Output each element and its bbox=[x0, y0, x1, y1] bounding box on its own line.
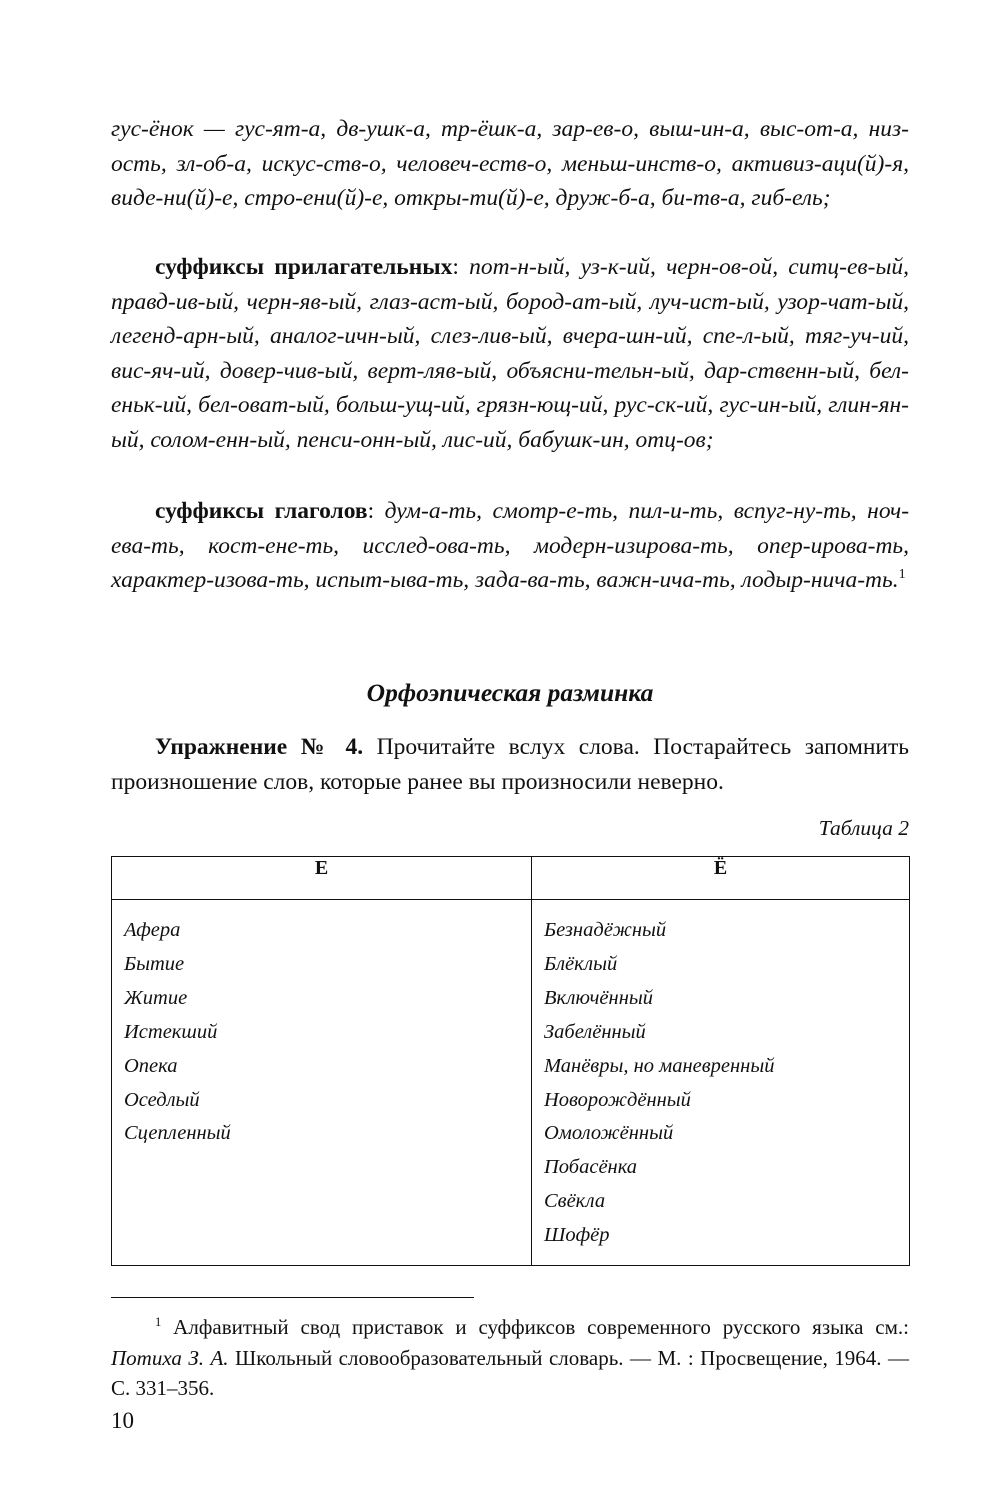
exercise-label: Упражнение № 4. bbox=[155, 734, 364, 760]
word-yo-item: Свёкла bbox=[544, 1190, 606, 1213]
header-e: Е bbox=[112, 857, 532, 900]
page-number: 10 bbox=[111, 1408, 134, 1433]
word-yo-item: Блёклый bbox=[544, 952, 618, 975]
word-e-item: Опека bbox=[124, 1054, 178, 1077]
pronunciation-table bbox=[111, 856, 910, 1266]
adjectives-label: суффиксы прилагательных bbox=[155, 254, 453, 280]
verbs-label: суффиксы глаголов bbox=[155, 498, 368, 524]
footnote-ref[interactable]: 1 bbox=[898, 566, 906, 583]
exercise-paragraph bbox=[111, 730, 909, 800]
footnote-divider bbox=[111, 1297, 474, 1298]
section-heading: Орфоэпическая разминка bbox=[366, 678, 654, 707]
nouns-suffix-examples bbox=[111, 112, 909, 216]
nouns-tail-text: гус-ёнок — гус-ят-а, дв-ушк-а, тр-ёшк-а, зар-ев-о, выш-ин-а, выс-от-а, низ-ость, зл-об-а, искус-ств-о, человеч-еств-о, меньш-инств-о, активиз-аци(й)-я, виде-ни(й)-е, стро-ени(й)-е, откры-ти(й)-е, друж-б-а, би-тв-а, гиб-ель; bbox=[111, 116, 909, 212]
word-yo-item: Омоложённый bbox=[544, 1122, 674, 1145]
table-caption: Таблица 2 bbox=[818, 816, 909, 840]
word-yo-item: Включённый bbox=[544, 986, 653, 1009]
table-body-row bbox=[112, 900, 910, 1266]
exercise-text: Прочитайте вслух слова. Постарайтесь запомнить произношение слов, которые ранее вы произносили неверно. bbox=[111, 734, 909, 795]
word-e-item: Бытие bbox=[124, 952, 185, 975]
word-e-item: Истекший bbox=[124, 1020, 218, 1043]
word-e-item: Афера bbox=[124, 919, 181, 941]
word-yo-item: Побасёнка bbox=[544, 1156, 638, 1179]
word-yo-item: Безнадёжный bbox=[544, 919, 667, 941]
footnote-author: Потиха З. А. bbox=[111, 1345, 229, 1370]
column-yo-words bbox=[532, 900, 910, 1266]
header-yo: Ё bbox=[532, 857, 910, 900]
adjective-suffixes-paragraph: суффиксы прилагательных: пот-н-ый, уз-к-ий, черн-ов-ой, ситц-ев-ый, правд-ив-ый, черн-яв-ый, глаз-аст-ый, бород-ат-ый, луч-ист-ый, узор-чат-ый, легенд-арн-ый, аналог-ичн-ый, слез-лив-ый, вчера-шн-ий, спе-л-ый, тяг-уч-ий, вис-яч-ий, довер-чив-ый, верт-ляв-ый, объясни-тельн-ый, дар-ственн-ый, бел-еньк-ий, бел-оват-ый, больш-ущ-ий, грязн-ющ-ий, рус-ск-ий, гус-ин-ый, глин-ян-ый, солом-енн-ый, пенси-онн-ый, лис-ий, бабушк-ин, отц-ов; bbox=[111, 254, 909, 453]
footnote-text-before: Алфавитный свод приставок и суффиксов современного русского языка см.: bbox=[173, 1315, 909, 1339]
word-e-item: Оседлый bbox=[124, 1088, 200, 1111]
word-yo-item: Забелённый bbox=[544, 1020, 646, 1043]
word-yo-item: Манёвры, но маневренный bbox=[544, 1054, 775, 1077]
footnote bbox=[111, 1312, 909, 1404]
verbs-examples: дум-а-ть, смотр-е-ть, пил-и-ть, вспуг-ну-ть, ноч-ева-ть, кост-ене-ть, исслед-ова-ть, модерн-изирова-ть, опер-ирова-ть, характер-изова-ть, испыт-ыва-ть, зада-ва-ть, важн-ича-ть, лодыр-нича-ть. bbox=[111, 498, 910, 594]
footnote-text-after: Школьный словообразовательный словарь. — М. : Просвещение, 1964. — С. 331–356. bbox=[111, 1345, 910, 1400]
table-header-row bbox=[112, 857, 910, 900]
word-yo-item: Шофёр bbox=[544, 1224, 610, 1247]
word-yo-item: Новорождённый bbox=[544, 1088, 691, 1111]
footnote-marker: 1 bbox=[155, 1315, 162, 1329]
word-e-item: Сцепленный bbox=[124, 1122, 231, 1145]
adjectives-examples: пот-н-ый, уз-к-ий, черн-ов-ой, ситц-ев-ый, правд-ив-ый, черн-яв-ый, глаз-аст-ый, бород-ат-ый, луч-ист-ый, узор-чат-ый, легенд-арн-ый, аналог-ичн-ый, слез-лив-ый, вчера-шн-ий, спе-л-ый, тяг-уч-ий, вис-яч-ий, довер-чив-ый, верт-ляв-ый, объясни-тельн-ый, дар-ственн-ый, бел-еньк-ий, бел-оват-ый, больш-ущ-ий, грязн-ющ-ий, рус-ск-ий, гус-ин-ый, глин-ян-ый, солом-енн-ый, пенси-онн-ый, лис-ий, бабушк-ин, отц-ов; bbox=[111, 254, 909, 453]
column-e-words bbox=[112, 900, 532, 1266]
verb-suffixes-paragraph: суффиксы глаголов: дум-а-ть, смотр-е-ть, пил-и-ть, вспуг-ну-ть, ноч-ева-ть, кост-ене-ть, исслед-ова-ть, модерн-изирова-ть, опер-ирова-ть, характер-изова-ть, испыт-ыва-ть, зада-ва-ть, важн-ича-ть, лодыр-нича-ть.$^1$ bbox=[111, 498, 910, 594]
word-e-item: Житие bbox=[124, 986, 188, 1009]
